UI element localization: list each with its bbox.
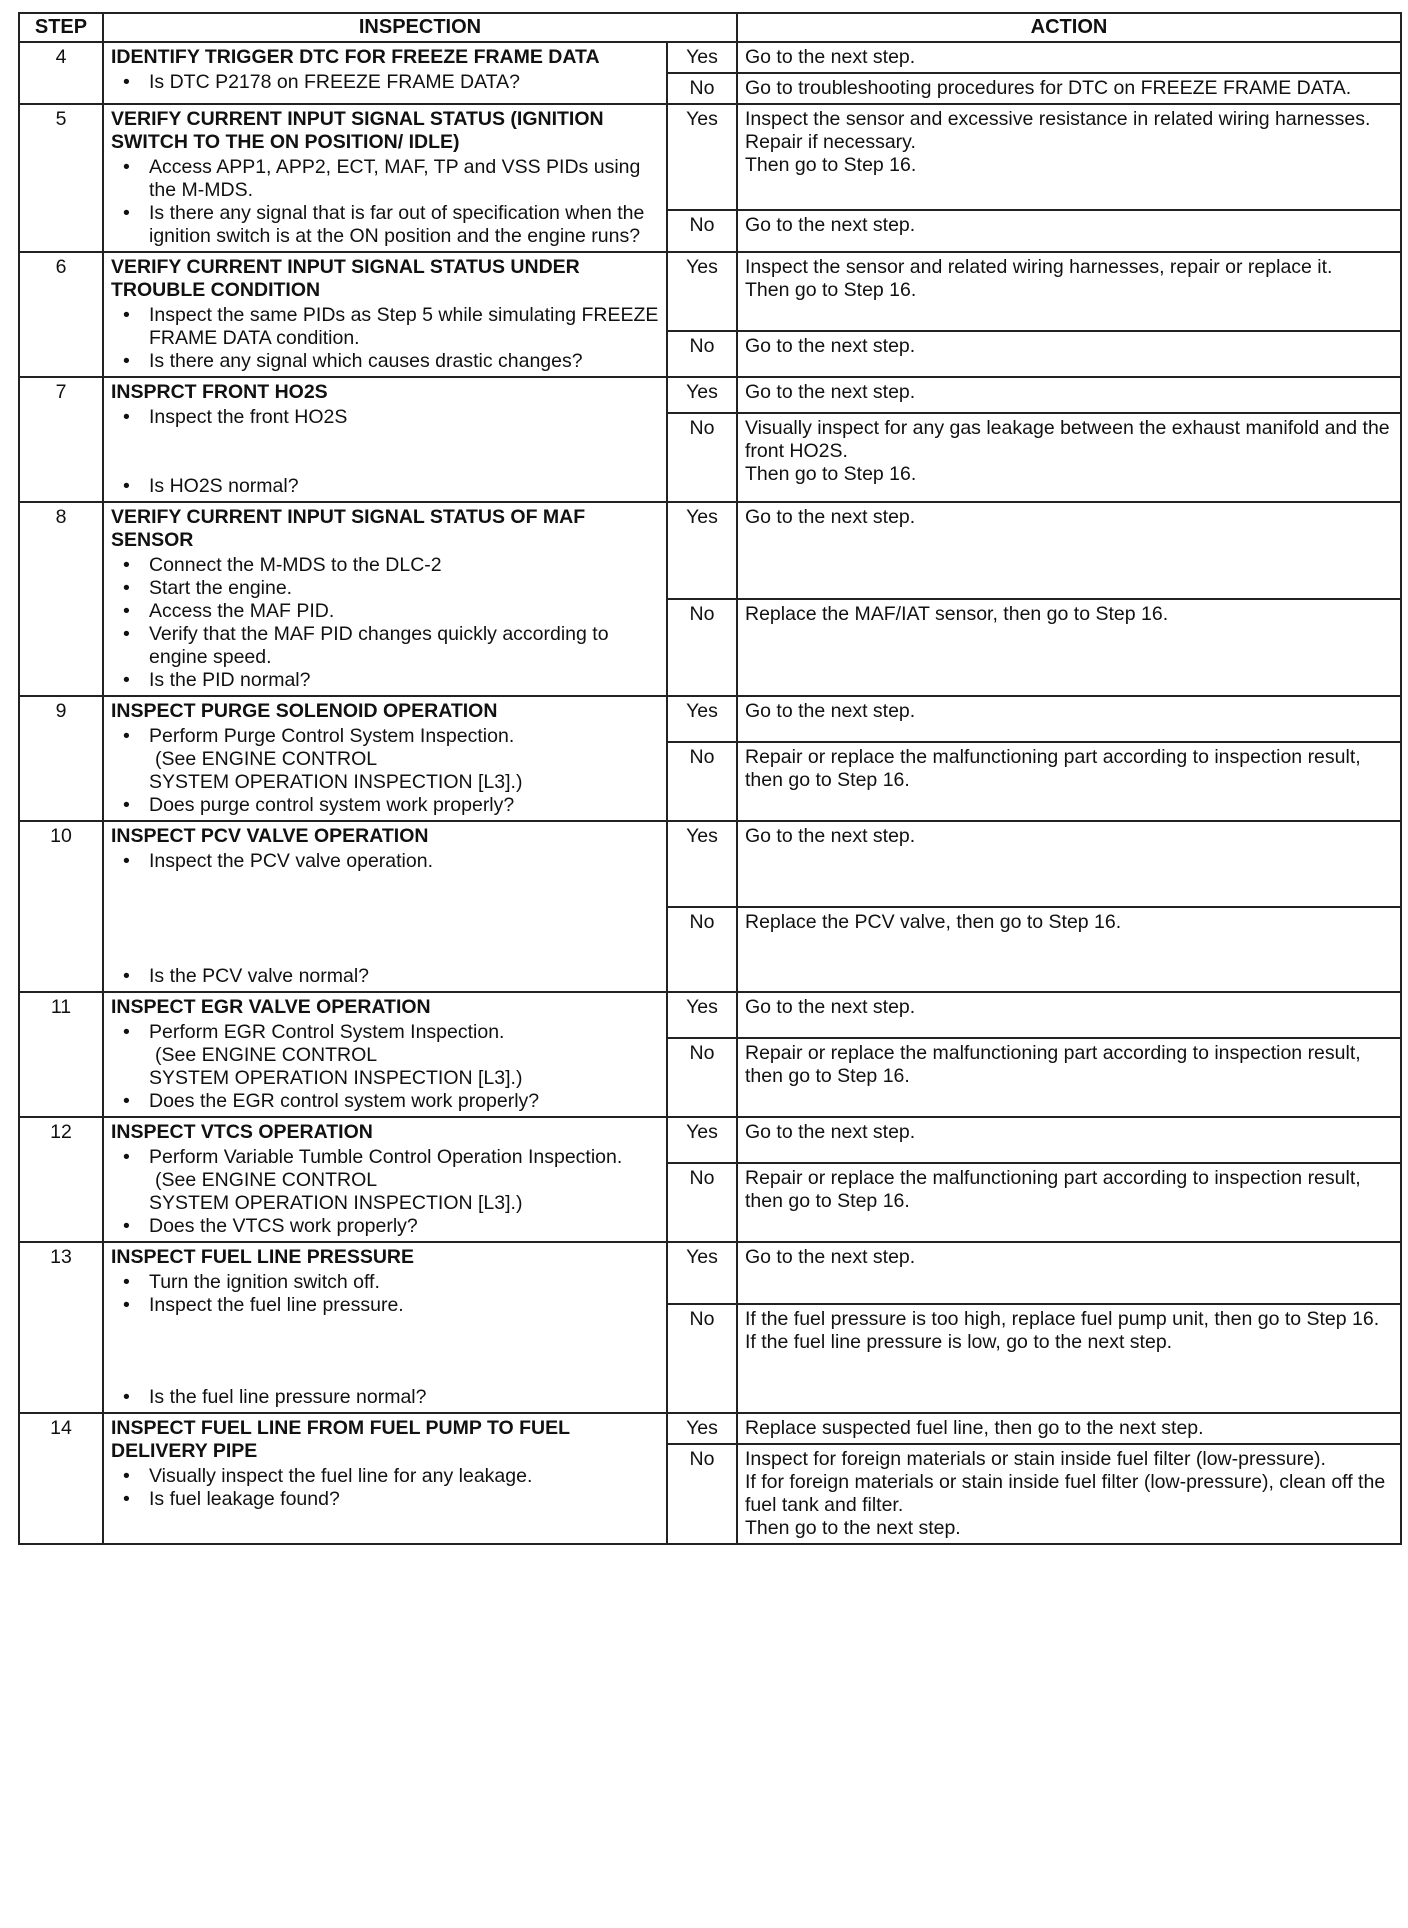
inspection-bullet: • Access APP1, APP2, ECT, MAF, TP and VSS PIDs using the M-MDS. [111, 156, 659, 202]
action-text: Repair or replace the malfunctioning part according to inspection result, then go to Step 16. [745, 745, 1361, 791]
header-step: STEP [19, 13, 103, 42]
action-text: Then go to the next step. [745, 1517, 961, 1539]
yes-action [737, 1413, 1401, 1444]
inspection-cell [103, 42, 667, 104]
inspection-title: INSPECT EGR VALVE OPERATION [111, 996, 431, 1018]
inspection-bullet: • Turn the ignition switch off. [111, 1271, 659, 1294]
action-text: Go to the next step. [745, 1246, 916, 1268]
step-number: 6 [19, 252, 103, 377]
inspection-bullet: • Does the VTCS work properly? [111, 1215, 659, 1238]
inspection-title: INSPECT PCV VALVE OPERATION [111, 825, 429, 847]
inspection-cell [103, 1242, 667, 1413]
no-action [737, 1444, 1401, 1544]
inspection-bullet: • Is DTC P2178 on FREEZE FRAME DATA? [111, 71, 659, 94]
header-inspection: INSPECTION [103, 13, 737, 42]
yes-label: Yes [667, 1413, 737, 1444]
step-number: 9 [19, 696, 103, 821]
inspection-bullet: • Inspect the front HO2S [111, 406, 659, 429]
inspection-bullet: • Is there any signal that is far out of specification when the ignition switch is at the ON position and the engine runs? [111, 202, 659, 248]
step-number: 8 [19, 502, 103, 696]
yes-label: Yes [667, 992, 737, 1038]
no-label: No [667, 742, 737, 821]
inspection-title: INSPRCT FRONT HO2S [111, 381, 328, 403]
no-action [737, 73, 1401, 104]
step-number: 12 [19, 1117, 103, 1242]
no-label: No [667, 1304, 737, 1413]
action-text: Go to troubleshooting procedures for DTC on FREEZE FRAME DATA. [745, 77, 1352, 99]
inspection-bullet: • Is fuel leakage found? [111, 1488, 659, 1511]
table-row-step-6 [19, 252, 1401, 331]
bullet-text: (See ENGINE CONTROL [155, 1169, 378, 1191]
no-action [737, 742, 1401, 821]
table-row-step-4 [19, 42, 1401, 73]
no-action [737, 907, 1401, 993]
no-label: No [667, 1444, 737, 1544]
inspection-bullet [111, 725, 659, 794]
inspection-bullet: • Is the fuel line pressure normal? [111, 1386, 659, 1409]
yes-label: Yes [667, 696, 737, 742]
yes-label: Yes [667, 42, 737, 73]
bullet-text: SYSTEM OPERATION INSPECTION [L3].) [149, 1067, 523, 1089]
bullet-text: SYSTEM OPERATION INSPECTION [L3].) [149, 1192, 523, 1214]
action-text: Go to the next step. [745, 381, 916, 403]
action-text: If the fuel pressure is too high, replace fuel pump unit, then go to Step 16. [745, 1308, 1380, 1331]
no-label: No [667, 599, 737, 696]
action-text: Then go to Step 16. [745, 462, 917, 485]
table-row-step-10 [19, 821, 1401, 907]
inspection-bullet: • Connect the M-MDS to the DLC-2 [111, 554, 659, 577]
yes-action [737, 1117, 1401, 1163]
inspection-bullet: • Inspect the same PIDs as Step 5 while simulating FREEZE FRAME DATA condition. [111, 304, 659, 350]
inspection-cell [103, 252, 667, 377]
yes-label: Yes [667, 502, 737, 599]
bullet-text: (See ENGINE CONTROL [155, 1044, 378, 1066]
action-text: Visually inspect for any gas leakage between the exhaust manifold and the front HO2S. [745, 416, 1390, 462]
inspection-title: VERIFY CURRENT INPUT SIGNAL STATUS (IGNITION SWITCH TO THE ON POSITION/ IDLE) [111, 108, 604, 153]
action-text: Repair if necessary. [745, 131, 916, 153]
no-label: No [667, 1163, 737, 1242]
bullet-text: (See ENGINE CONTROL [155, 748, 378, 770]
no-action [737, 599, 1401, 696]
inspection-bullet [111, 1146, 659, 1215]
inspection-cell [103, 696, 667, 821]
action-text: Replace the PCV valve, then go to Step 16. [745, 910, 1122, 933]
yes-action [737, 502, 1401, 599]
diagnostic-table [18, 12, 1402, 1545]
inspection-title: INSPECT VTCS OPERATION [111, 1121, 373, 1143]
inspection-cell [103, 821, 667, 992]
yes-label: Yes [667, 821, 737, 907]
header-action: ACTION [737, 13, 1401, 42]
action-text: Go to the next step. [745, 335, 916, 358]
action-text: Repair or replace the malfunctioning part according to inspection result, then go to Step 16. [745, 1041, 1361, 1087]
no-action [737, 1038, 1401, 1117]
no-label: No [667, 907, 737, 993]
inspection-bullet [111, 1021, 659, 1090]
action-text: Go to the next step. [745, 1121, 916, 1143]
bullet-text: • Perform Variable Tumble Control Operation Inspection. [149, 1146, 623, 1168]
table-row-step-8 [19, 502, 1401, 599]
yes-action [737, 42, 1401, 73]
inspection-title: INSPECT PURGE SOLENOID OPERATION [111, 700, 498, 722]
inspection-cell [103, 502, 667, 696]
action-text: Go to the next step. [745, 506, 916, 528]
action-text: Go to the next step. [745, 46, 916, 68]
action-text: Inspect the sensor and excessive resistance in related wiring harnesses. [745, 108, 1371, 130]
inspection-bullet: • Start the engine. [111, 577, 659, 600]
yes-action [737, 696, 1401, 742]
no-label: No [667, 210, 737, 252]
table-row-step-11 [19, 992, 1401, 1038]
inspection-bullet: • Is there any signal which causes drastic changes? [111, 350, 659, 373]
inspection-bullet: • Access the MAF PID. [111, 600, 659, 623]
table-row-step-7 [19, 377, 1401, 413]
yes-label: Yes [667, 1242, 737, 1304]
yes-action [737, 821, 1401, 907]
no-action [737, 1163, 1401, 1242]
inspection-title: VERIFY CURRENT INPUT SIGNAL STATUS UNDER TROUBLE CONDITION [111, 256, 580, 301]
inspection-bullet: • Inspect the fuel line pressure. [111, 1294, 659, 1317]
inspection-cell [103, 377, 667, 502]
table-row-step-12 [19, 1117, 1401, 1163]
inspection-cell [103, 992, 667, 1117]
action-text: Go to the next step. [745, 996, 916, 1018]
step-number: 10 [19, 821, 103, 992]
no-action [737, 331, 1401, 377]
table-header-row [19, 13, 1401, 42]
yes-label: Yes [667, 1117, 737, 1163]
inspection-title: INSPECT FUEL LINE FROM FUEL PUMP TO FUEL DELIVERY PIPE [111, 1417, 570, 1462]
step-number: 4 [19, 42, 103, 104]
no-action [737, 1304, 1401, 1413]
action-text: If for foreign materials or stain inside fuel filter (low-pressure), clean off the fuel tank and filter. [745, 1471, 1386, 1516]
table-row-step-9 [19, 696, 1401, 742]
no-label: No [667, 1038, 737, 1117]
inspection-cell [103, 1413, 667, 1544]
action-text: Repair or replace the malfunctioning part according to inspection result, then go to Step 16. [745, 1166, 1361, 1212]
inspection-bullet: • Does purge control system work properly? [111, 794, 659, 817]
step-number: 5 [19, 104, 103, 252]
inspection-bullet: • Does the EGR control system work properly? [111, 1090, 659, 1113]
yes-action [737, 104, 1401, 210]
inspection-title: VERIFY CURRENT INPUT SIGNAL STATUS OF MAF SENSOR [111, 506, 586, 551]
no-label: No [667, 73, 737, 104]
inspection-bullet: • Is the PID normal? [111, 669, 659, 692]
bullet-text: • Perform EGR Control System Inspection. [149, 1021, 505, 1043]
inspection-bullet: • Visually inspect the fuel line for any leakage. [111, 1465, 659, 1488]
table-row-step-14 [19, 1413, 1401, 1444]
yes-label: Yes [667, 104, 737, 210]
action-text: Inspect the sensor and related wiring harnesses, repair or replace it. [745, 256, 1333, 278]
action-text: Replace the MAF/IAT sensor, then go to Step 16. [745, 603, 1169, 625]
step-number: 13 [19, 1242, 103, 1413]
table-row-step-13 [19, 1242, 1401, 1304]
step-number: 11 [19, 992, 103, 1117]
no-action [737, 413, 1401, 502]
inspection-cell [103, 1117, 667, 1242]
inspection-cell [103, 104, 667, 252]
no-label: No [667, 331, 737, 377]
action-text: Then go to Step 16. [745, 154, 917, 176]
action-text: Go to the next step. [745, 213, 916, 236]
action-text: Replace suspected fuel line, then go to the next step. [745, 1417, 1204, 1439]
table-row-step-5 [19, 104, 1401, 210]
yes-label: Yes [667, 377, 737, 413]
action-text: Inspect for foreign materials or stain inside fuel filter (low-pressure). [745, 1448, 1326, 1470]
action-text: Go to the next step. [745, 700, 916, 722]
yes-label: Yes [667, 252, 737, 331]
inspection-title: IDENTIFY TRIGGER DTC FOR FREEZE FRAME DATA [111, 46, 600, 68]
inspection-title: INSPECT FUEL LINE PRESSURE [111, 1246, 415, 1268]
action-text: Then go to Step 16. [745, 279, 917, 301]
inspection-bullet: • Is the PCV valve normal? [111, 965, 659, 988]
bullet-text: • Perform Purge Control System Inspection. [149, 725, 515, 747]
yes-action [737, 377, 1401, 413]
inspection-bullet: • Inspect the PCV valve operation. [111, 850, 659, 873]
step-number: 14 [19, 1413, 103, 1544]
action-text: If the fuel line pressure is low, go to the next step. [745, 1331, 1173, 1354]
bullet-text: SYSTEM OPERATION INSPECTION [L3].) [149, 771, 523, 793]
yes-action [737, 1242, 1401, 1304]
step-number: 7 [19, 377, 103, 502]
no-action [737, 210, 1401, 252]
action-text: Go to the next step. [745, 825, 916, 847]
no-label: No [667, 413, 737, 502]
inspection-bullet: • Verify that the MAF PID changes quickly according to engine speed. [111, 623, 659, 669]
inspection-bullet: • Is HO2S normal? [111, 475, 659, 498]
yes-action [737, 992, 1401, 1038]
yes-action [737, 252, 1401, 331]
